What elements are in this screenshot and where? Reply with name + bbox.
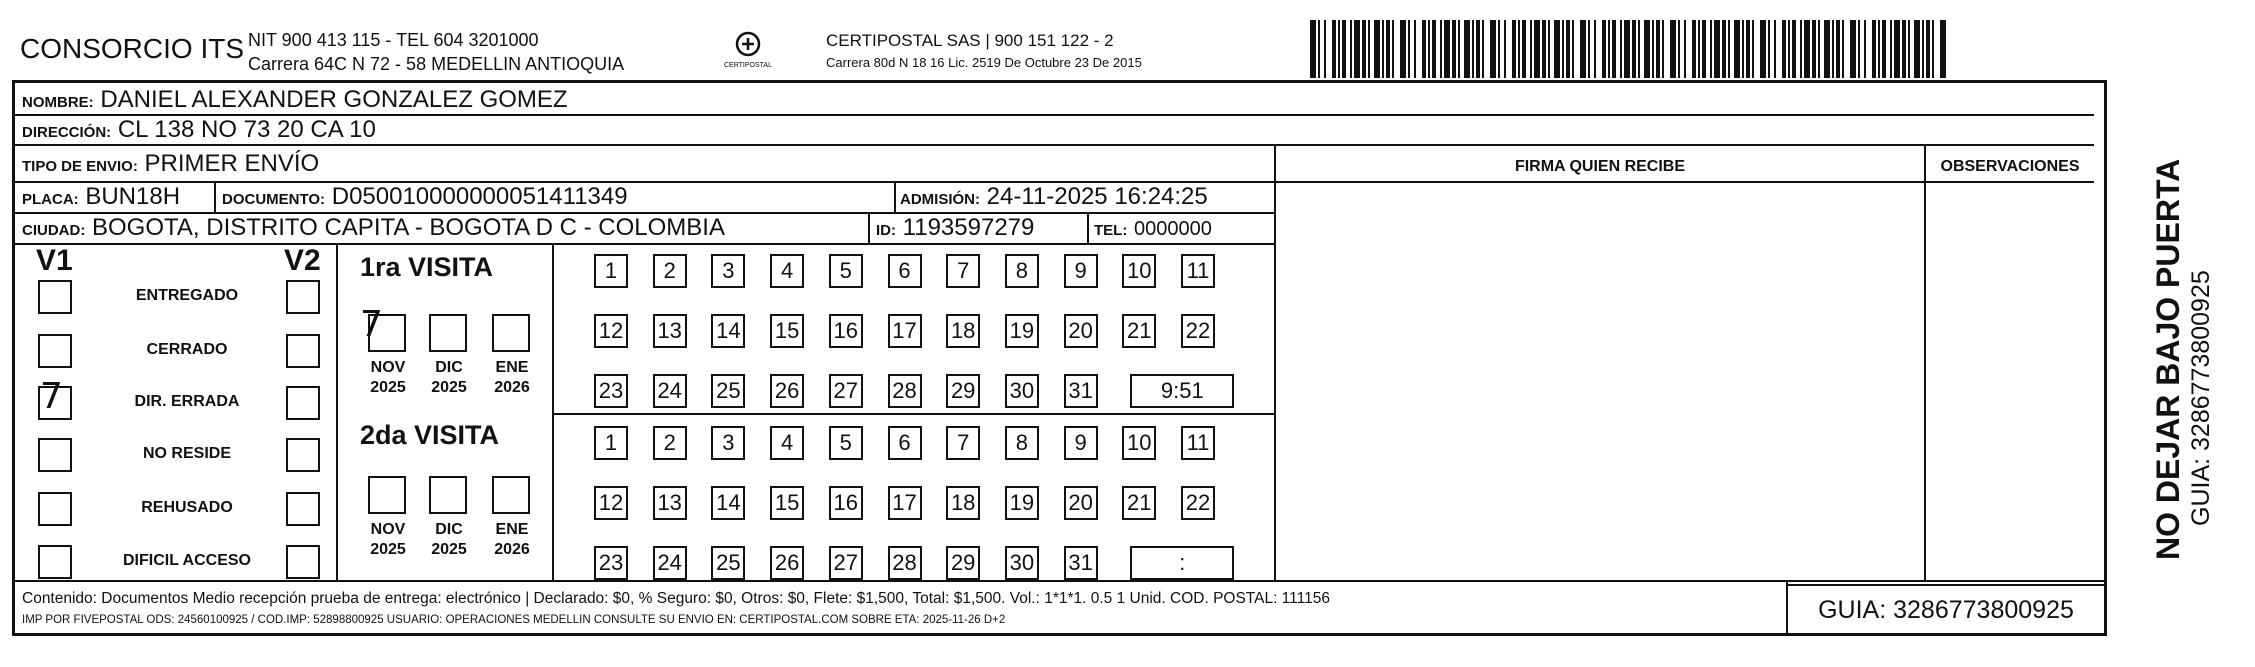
day-cell[interactable]: 27 — [829, 374, 863, 408]
city-field — [22, 214, 725, 245]
day-cell[interactable]: 29 — [946, 546, 980, 580]
city-label: CIUDAD: — [22, 222, 86, 239]
logo-text: CERTIPOSTAL — [724, 62, 772, 69]
day-cell[interactable]: 14 — [711, 314, 745, 348]
v1-handwritten-mark: 7 — [40, 376, 63, 417]
v2-checkbox[interactable] — [286, 438, 320, 472]
month-year: 2025 — [370, 379, 406, 396]
day-cell[interactable]: 4 — [770, 426, 804, 460]
status-label: NO RESIDE — [142, 445, 231, 462]
contents-line: Contenido: Documentos Medio recepción prueba de entrega: electrónico | Declarado: $0, % Seguro: $0, Otros: $0, Flete: $1,500, Total: $1,500. Vol.: 1*1*1. 0.5 1 Unid. COD. POSTAL: 111156 — [22, 590, 1330, 607]
visit2-title: 2da VISITA — [360, 420, 500, 450]
company-name: CONSORCIO ITS — [20, 33, 245, 64]
day-cell[interactable]: 9 — [1064, 254, 1098, 288]
month-year: 2026 — [494, 379, 530, 396]
rule — [552, 243, 554, 580]
barcode — [1310, 20, 1950, 78]
day-cell[interactable]: 21 — [1122, 486, 1156, 520]
day-cell[interactable]: 15 — [770, 486, 804, 520]
month-checkbox[interactable] — [492, 314, 530, 352]
time-field[interactable]: 9:51 — [1130, 374, 1234, 408]
id-label: ID: — [876, 222, 896, 239]
side-guide-number: GUIA: 3286773800925 — [2187, 270, 2215, 526]
signature-header: FIRMA QUIEN RECIBE — [1514, 158, 1686, 175]
no-under-door-warning: NO DEJAR BAJO PUERTA — [2150, 158, 2186, 560]
rule — [12, 580, 2107, 582]
rule — [894, 181, 896, 213]
day-cell[interactable]: 10 — [1122, 254, 1156, 288]
day-cell[interactable]: 25 — [711, 546, 745, 580]
day-cell[interactable]: 21 — [1122, 314, 1156, 348]
name-field — [22, 86, 568, 117]
document-label: DOCUMENTO: — [222, 191, 326, 208]
month-year: 2026 — [494, 541, 530, 558]
status-label: REHUSADO — [141, 499, 233, 516]
address-line: Carrera 64C N 72 - 58 MEDELLIN ANTIOQUIA — [248, 54, 625, 74]
month-checkbox[interactable] — [429, 476, 467, 514]
day-cell[interactable]: 16 — [829, 486, 863, 520]
admission-label: ADMISIÓN: — [900, 191, 980, 208]
address-label: DIRECCIÓN: — [22, 124, 112, 141]
day-cell[interactable]: 12 — [594, 314, 628, 348]
month-name: NOV — [370, 521, 406, 538]
day-cell[interactable]: 23 — [594, 374, 628, 408]
day-cell[interactable]: 26 — [770, 374, 804, 408]
day-cell[interactable]: 7 — [946, 254, 980, 288]
month-checkbox[interactable] — [368, 476, 406, 514]
day-cell[interactable]: 3 — [711, 426, 745, 460]
day-cell[interactable]: 14 — [711, 486, 745, 520]
day-cell[interactable]: 10 — [1122, 426, 1156, 460]
day-cell[interactable]: 27 — [829, 546, 863, 580]
day-cell[interactable]: 28 — [888, 374, 922, 408]
month-year: 2025 — [370, 541, 406, 558]
day-cell[interactable]: 1 — [594, 254, 628, 288]
day-cell[interactable]: 11 — [1181, 426, 1215, 460]
shipment-type-field — [22, 150, 319, 181]
shipment-type-value: PRIMER ENVÍO — [144, 150, 320, 177]
v1-checkbox[interactable] — [38, 492, 72, 526]
v2-checkbox[interactable] — [286, 492, 320, 526]
day-cell[interactable]: 30 — [1005, 374, 1039, 408]
address-value: CL 138 NO 73 20 CA 10 — [117, 116, 376, 143]
day-cell[interactable]: 31 — [1064, 546, 1098, 580]
print-info-line: IMP POR FIVEPOSTAL ODS: 24560100925 / COD.IMP: 52898800925 USUARIO: OPERACIONES MEDELLIN CONSULTE SU ENVIO EN: CERTIPOSTAL.COM SOBRE ETA: 2025-11-26 D+2 — [22, 614, 1006, 626]
v2-checkbox[interactable] — [286, 545, 320, 579]
month-checkbox[interactable] — [429, 314, 467, 352]
month-name: DIC — [435, 359, 463, 376]
rule — [1924, 144, 1926, 581]
day-cell[interactable]: 11 — [1181, 254, 1215, 288]
day-cell[interactable]: 17 — [888, 314, 922, 348]
license-line: Carrera 80d N 18 16 Lic. 2519 De Octubre 23 De 2015 — [826, 55, 1142, 70]
rule — [336, 243, 338, 580]
day-cell[interactable]: 17 — [888, 486, 922, 520]
day-cell[interactable]: 6 — [888, 254, 922, 288]
v2-header: V2 — [284, 244, 321, 277]
day-cell[interactable]: 3 — [711, 254, 745, 288]
month-checkbox[interactable] — [492, 476, 530, 514]
day-cell[interactable]: 2 — [653, 426, 687, 460]
day-cell[interactable]: 20 — [1064, 314, 1098, 348]
carrier-line: CERTIPOSTAL SAS | 900 151 122 - 2 — [826, 31, 1114, 50]
company-info — [248, 28, 624, 76]
day-cell[interactable]: 4 — [770, 254, 804, 288]
plate-value: BUN18H — [85, 183, 181, 210]
visit1-month-mark: 7 — [360, 304, 383, 345]
month-name: DIC — [435, 521, 463, 538]
v2-checkbox[interactable] — [286, 280, 320, 314]
day-cell[interactable]: 19 — [1005, 314, 1039, 348]
side-notice — [2150, 120, 2216, 560]
id-value: 1193597279 — [902, 214, 1035, 241]
time-field[interactable]: : — [1130, 546, 1234, 580]
day-cell[interactable]: 25 — [711, 374, 745, 408]
carrier-info — [826, 30, 1142, 74]
phone-field — [1094, 214, 1212, 245]
day-cell[interactable]: 9 — [1064, 426, 1098, 460]
status-label: ENTREGADO — [135, 287, 239, 304]
day-cell[interactable]: 20 — [1064, 486, 1098, 520]
day-cell[interactable]: 6 — [888, 426, 922, 460]
admission-value: 24-11-2025 16:24:25 — [986, 183, 1208, 210]
day-cell[interactable]: 26 — [770, 546, 804, 580]
status-label: CERRADO — [146, 341, 228, 358]
day-cell[interactable]: 28 — [888, 546, 922, 580]
name-value: DANIEL ALEXANDER GONZALEZ GOMEZ — [100, 86, 568, 113]
day-cell[interactable]: 18 — [946, 486, 980, 520]
observations-header: OBSERVACIONES — [1940, 158, 2080, 175]
v1-checkbox[interactable] — [38, 545, 72, 579]
plate-field — [22, 183, 180, 214]
document-field — [222, 183, 628, 214]
day-cell[interactable]: 16 — [829, 314, 863, 348]
document-value: D050010000000051411349 — [331, 183, 628, 210]
day-cell[interactable]: 2 — [653, 254, 687, 288]
day-cell[interactable]: 15 — [770, 314, 804, 348]
day-cell[interactable]: 18 — [946, 314, 980, 348]
v2-checkbox[interactable] — [286, 386, 320, 420]
day-cell[interactable]: 8 — [1005, 254, 1039, 288]
day-cell[interactable]: 13 — [653, 486, 687, 520]
phone-value: 0000000 — [1134, 218, 1212, 240]
day-cell[interactable]: 31 — [1064, 374, 1098, 408]
day-cell[interactable]: 24 — [653, 374, 687, 408]
v1-header: V1 — [36, 244, 73, 277]
v1-checkbox[interactable] — [38, 334, 72, 368]
phone-label: TEL: — [1094, 222, 1128, 239]
day-cell[interactable]: 1 — [594, 426, 628, 460]
day-cell[interactable]: 19 — [1005, 486, 1039, 520]
month-year: 2025 — [431, 379, 467, 396]
month-year: 2025 — [431, 541, 467, 558]
rule — [868, 212, 870, 244]
day-cell[interactable]: 7 — [946, 426, 980, 460]
rule — [1087, 212, 1089, 244]
visit1-title: 1ra VISITA — [360, 252, 494, 282]
address-field — [22, 116, 376, 147]
rule — [214, 181, 216, 213]
shipment-type-label: TIPO DE ENVIO: — [22, 158, 138, 175]
rule — [1274, 144, 1276, 581]
day-cell[interactable]: 8 — [1005, 426, 1039, 460]
day-cell[interactable]: 5 — [829, 254, 863, 288]
day-cell[interactable]: 29 — [946, 374, 980, 408]
day-cell[interactable]: 24 — [653, 546, 687, 580]
plate-label: PLACA: — [22, 191, 79, 208]
admission-field — [900, 183, 1208, 214]
status-label: DIR. ERRADA — [134, 393, 240, 410]
rule — [552, 413, 1274, 415]
day-cell[interactable]: 30 — [1005, 546, 1039, 580]
name-label: NOMBRE: — [22, 94, 94, 111]
nit-line: NIT 900 413 115 - TEL 604 3201000 — [248, 30, 539, 50]
month-name: NOV — [370, 359, 406, 376]
guide-number: GUIA: 3286773800925 — [1786, 584, 2106, 636]
v2-checkbox[interactable] — [286, 334, 320, 368]
day-cell[interactable]: 12 — [594, 486, 628, 520]
day-cell[interactable]: 5 — [829, 426, 863, 460]
id-field — [876, 214, 1034, 245]
v1-checkbox[interactable] — [38, 280, 72, 314]
day-cell[interactable]: 22 — [1181, 486, 1215, 520]
city-value: BOGOTA, DISTRITO CAPITA - BOGOTA D C - COLOMBIA — [92, 214, 725, 241]
month-name: ENE — [495, 521, 529, 538]
day-cell[interactable]: 23 — [594, 546, 628, 580]
month-name: ENE — [495, 359, 529, 376]
status-label: DIFICIL ACCESO — [122, 552, 251, 569]
v1-checkbox[interactable] — [38, 438, 72, 472]
day-cell[interactable]: 13 — [653, 314, 687, 348]
day-cell[interactable]: 22 — [1181, 314, 1215, 348]
